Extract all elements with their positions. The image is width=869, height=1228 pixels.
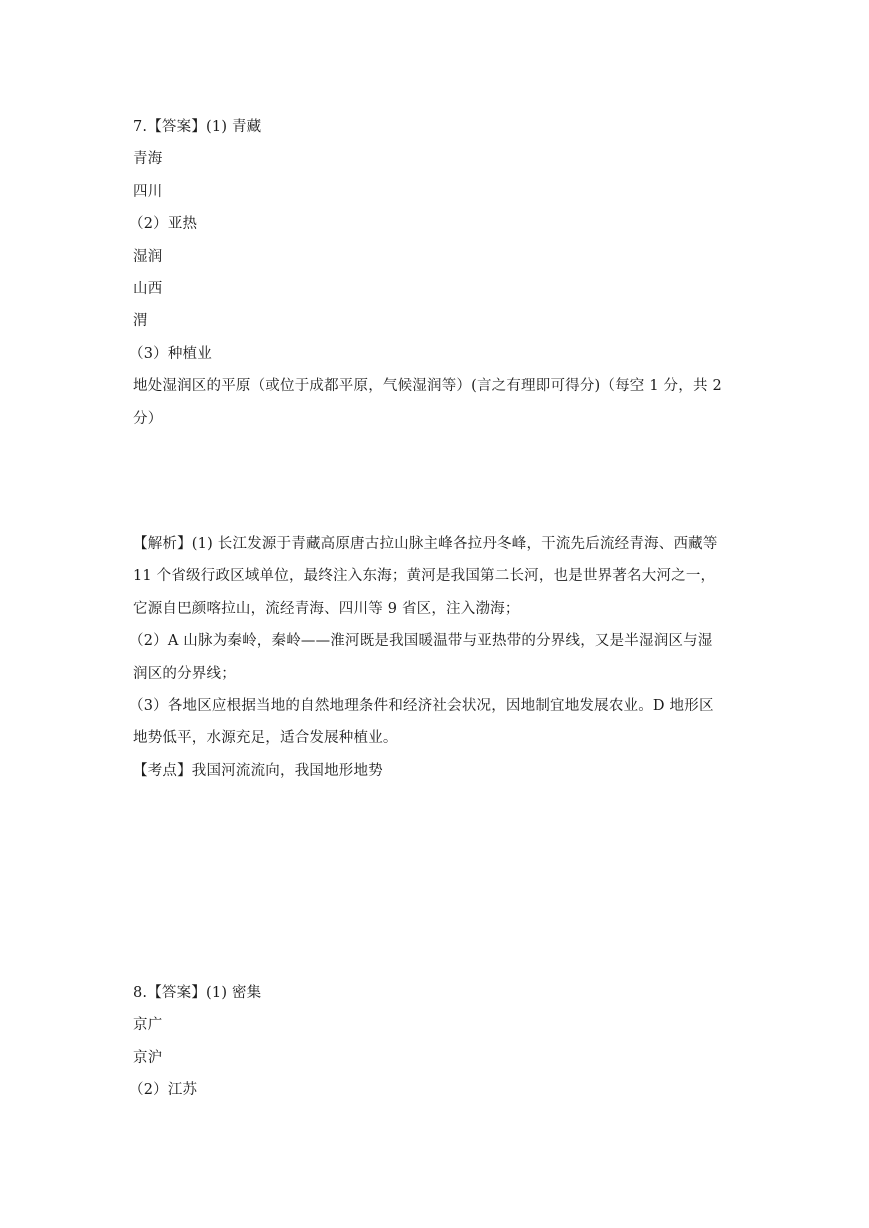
q7-answer-subheading: （3）种植业 xyxy=(129,345,212,362)
q8-answer-line: 京沪 xyxy=(133,1049,163,1066)
q7-answer-line: 四川 xyxy=(133,183,163,200)
q7-analysis-line: 11 个省级行政区域单位，最终注入东海；黄河是我国第二长河，也是世界著名大河之一， xyxy=(133,568,716,585)
q7-analysis-line: 地势低平，水源充足，适合发展种植业。 xyxy=(133,730,398,747)
q7-answer-line: 分） xyxy=(133,410,163,427)
q7-answer-heading: 7.【答案】(1) 青藏 xyxy=(133,119,262,135)
question-7-analysis xyxy=(129,528,743,787)
q8-answer-heading: 8.【答案】(1) 密集 xyxy=(133,985,262,1001)
q7-analysis-line: （2）A 山脉为秦岭，秦岭——淮河既是我国暖温带与亚热带的分界线，又是半湿润区与湿 xyxy=(129,633,713,650)
q7-answer-line: 山西 xyxy=(133,281,163,298)
q8-answer-subheading: （2）江苏 xyxy=(129,1082,198,1099)
q7-analysis-line: （3）各地区应根据当地的自然地理条件和经济社会状况，因地制宜地发展农业。D 地形区 xyxy=(129,698,714,715)
question-8-answer xyxy=(129,977,743,1107)
q7-answer-subheading: （2）亚热 xyxy=(129,216,198,233)
q7-analysis-line: 它源自巴颜喀拉山，流经青海、四川等 9 省区，注入渤海； xyxy=(133,600,520,617)
q7-answer-line: 渭 xyxy=(133,313,148,330)
q7-answer-line: 地处湿润区的平原（或位于成都平原，气候湿润等）(言之有理即可得分)（每空 1 分，共 2 xyxy=(133,378,722,395)
q8-answer-line: 京广 xyxy=(133,1017,163,1034)
q7-knowledge-point: 【考点】我国河流流向，我国地形地势 xyxy=(133,762,383,779)
q7-answer-line: 青海 xyxy=(133,151,163,168)
q7-analysis-heading: 【解析】(1) 长江发源于青藏高原唐古拉山脉主峰各拉丹冬峰，干流先后流经青海、西藏等 xyxy=(133,536,718,552)
q7-analysis-line: 润区的分界线； xyxy=(133,665,236,682)
question-7-answer xyxy=(129,111,743,435)
q7-answer-line: 湿润 xyxy=(133,248,163,265)
